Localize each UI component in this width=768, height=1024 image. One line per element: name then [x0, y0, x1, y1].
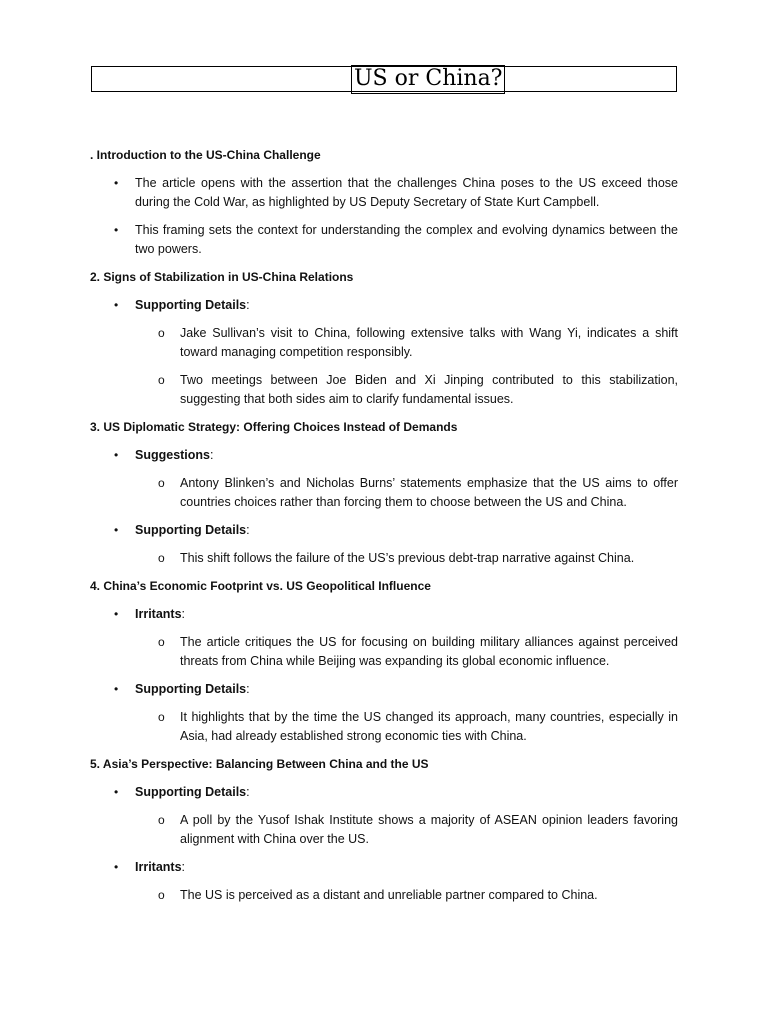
label-text: Irritants [135, 860, 182, 874]
section-heading: 3. US Diplomatic Strategy: Offering Choices Instead of Demands [90, 420, 458, 434]
sub-marker: o [158, 373, 165, 387]
sub-item [90, 811, 678, 849]
sub-marker: o [158, 326, 165, 340]
sub-item [90, 474, 678, 512]
bullet-text: The article opens with the assertion that the challenges China poses to the US exceed those during the Cold War, as highlighted by US Deputy Secretary of State Kurt Campbell. [135, 176, 678, 209]
sub-item [90, 886, 678, 905]
bullet-marker: • [114, 682, 119, 696]
sub-marker: o [158, 551, 165, 565]
bullet-label [90, 605, 678, 624]
bullet-marker: • [114, 298, 119, 312]
sub-text: This shift follows the failure of the US’s previous debt-trap narrative against China. [180, 551, 635, 565]
bullet-label [90, 680, 678, 699]
bullet-marker: • [114, 223, 119, 237]
label-colon: : [181, 860, 186, 874]
sub-item [90, 708, 678, 746]
bullet-marker: • [114, 448, 119, 462]
label-text: Supporting Details [135, 682, 247, 696]
bullet-label [90, 521, 678, 540]
sub-text: It highlights that by the time the US changed its approach, many countries, especially in Asia, had already established strong economic ties with China. [180, 710, 678, 743]
document-body [90, 146, 678, 914]
bullet-label [90, 858, 678, 877]
label-text: Supporting Details [135, 785, 247, 799]
sub-item [90, 324, 678, 362]
sub-item [90, 371, 678, 409]
sub-marker: o [158, 710, 165, 724]
label-colon: : [246, 298, 250, 312]
sub-text: The US is perceived as a distant and unreliable partner compared to China. [180, 888, 598, 902]
bullet-marker: • [114, 523, 119, 537]
bullet-marker: • [114, 785, 119, 799]
bullet-item [90, 221, 678, 259]
bullet-label [90, 446, 678, 465]
label-colon: : [210, 448, 214, 462]
bullet-label [90, 296, 678, 315]
sub-text: Two meetings between Joe Biden and Xi Jinping contributed to this stabilization, suggesting that both sides aim to clarify fundamental issues. [180, 373, 678, 406]
label-colon: : [246, 682, 250, 696]
label-text: Suggestions [135, 448, 211, 462]
bullet-item [90, 174, 678, 212]
section-heading: . Introduction to the US-China Challenge [90, 148, 321, 162]
sub-item [90, 633, 678, 671]
label-text: Supporting Details [135, 523, 247, 537]
sub-marker: o [158, 476, 165, 490]
sub-text: The article critiques the US for focusing on building military alliances against perceived threats from China while Beijing was expanding its global economic influence. [180, 635, 678, 668]
document-title: US or China? [351, 65, 505, 94]
sub-text: A poll by the Yusof Ishak Institute shows a majority of ASEAN opinion leaders favoring alignment with China over the US. [180, 813, 678, 846]
label-text: Supporting Details [135, 298, 247, 312]
bullet-marker: • [114, 607, 119, 621]
sub-text: Jake Sullivan’s visit to China, following extensive talks with Wang Yi, indicates a shift toward managing competition responsibly. [180, 326, 678, 359]
section-heading: 4. China’s Economic Footprint vs. US Geopolitical Influence [90, 579, 431, 593]
sub-text: Antony Blinken’s and Nicholas Burns’ statements emphasize that the US aims to offer countries choices rather than forcing them to choose between the US and China. [180, 476, 678, 509]
label-colon: : [246, 785, 250, 799]
bullet-marker: • [114, 860, 119, 874]
sub-marker: o [158, 635, 165, 649]
sub-item [90, 549, 678, 568]
section-heading: 5. Asia’s Perspective: Balancing Between China and the US [90, 757, 429, 771]
label-text: Irritants [135, 607, 182, 621]
title-box [91, 66, 677, 92]
section-heading: 2. Signs of Stabilization in US-China Relations [90, 270, 354, 284]
bullet-label [90, 783, 678, 802]
sub-marker: o [158, 888, 165, 902]
bullet-text: This framing sets the context for understanding the complex and evolving dynamics between the two powers. [135, 223, 678, 256]
bullet-marker: • [114, 176, 119, 190]
sub-marker: o [158, 813, 165, 827]
label-colon: : [246, 523, 250, 537]
label-colon: : [181, 607, 186, 621]
